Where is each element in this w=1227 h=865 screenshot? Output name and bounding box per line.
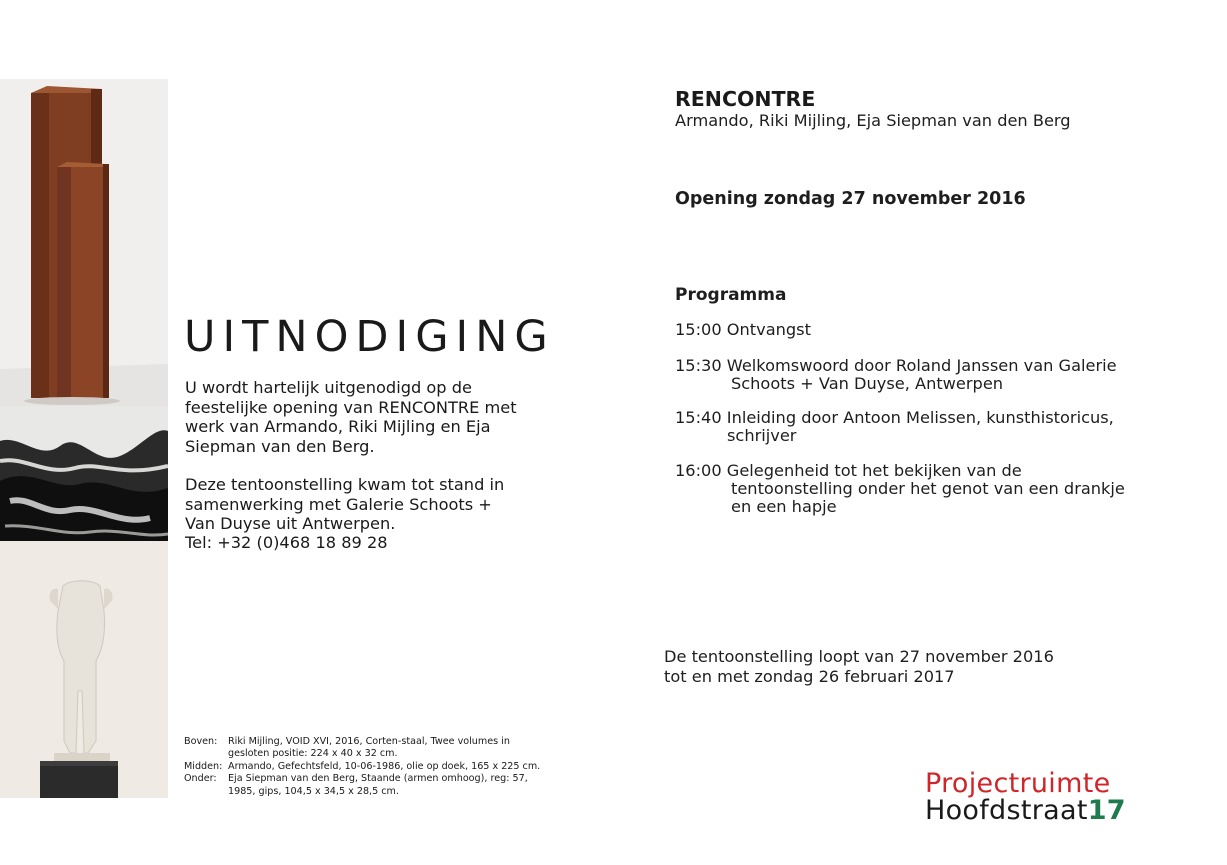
logo-line-address	[925, 797, 1126, 824]
collab-line: Van Duyse uit Antwerpen.	[185, 514, 396, 533]
telephone-number: Tel: +32 (0)468 18 89 28	[185, 533, 388, 552]
program-item	[675, 409, 1114, 445]
logo-street: Hoofdstraat	[925, 795, 1088, 826]
image-credits	[184, 736, 540, 798]
invitation-heading: UITNODIGING	[184, 312, 555, 362]
projectruimte-logo	[925, 770, 1126, 824]
corten-steel-sculpture-image	[0, 79, 168, 406]
logo-line-projectruimte: Projectruimte	[925, 768, 1111, 799]
painting-photo-gefechtsfeld	[0, 406, 168, 541]
program-item-line: 15:40 Inleiding door Antoon Melissen, kunsthistoricus,	[675, 408, 1114, 427]
intro-line: werk van Armando, Riki Mijling en Eja	[185, 417, 491, 436]
intro-line: Siepman van den Berg.	[185, 436, 375, 456]
credit-label: Onder:	[184, 773, 217, 785]
abstract-painting-image	[0, 406, 168, 541]
credit-text: Eja Siepman van den Berg, Staande (armen omhoog), reg: 57,	[228, 773, 528, 785]
credit-text: Riki Mijling, VOID XVI, 2016, Corten-staal, Twee volumes in	[228, 736, 510, 747]
statue-photo-staande	[0, 541, 168, 798]
credit-row-midden	[184, 761, 540, 773]
intro-line: U wordt hartelijk uitgenodigd op de	[185, 378, 472, 397]
program-item-continuation: Schoots + Van Duyse, Antwerpen	[731, 374, 1004, 393]
exhibition-run-dates	[664, 647, 1054, 687]
collab-line: samenwerking met Galerie Schoots +	[185, 494, 492, 514]
logo-number: 17	[1087, 795, 1126, 826]
credit-label: Boven:	[184, 736, 218, 747]
program-item	[675, 357, 1117, 393]
sculpture-photo-corten	[0, 79, 168, 406]
program-heading: Programma	[675, 285, 787, 305]
program-item	[675, 462, 1125, 516]
credit-text: Armando, Gefechtsfeld, 10-06-1986, olie op doek, 165 x 225 cm.	[228, 760, 541, 772]
exhibition-artists: Armando, Riki Mijling, Eja Siepman van den Berg	[675, 111, 1071, 130]
plaster-figure-image	[0, 541, 168, 798]
opening-date: Opening zondag 27 november 2016	[675, 189, 1026, 209]
credit-text: gesloten positie: 224 x 40 x 32 cm.	[228, 748, 398, 760]
program-item-line: 16:00 Gelegenheid tot het bekijken van de	[675, 461, 1022, 480]
collaboration-text	[185, 475, 504, 534]
credit-row-boven	[184, 736, 540, 748]
exhibition-title: RENCONTRE	[675, 87, 816, 111]
program-item-line: 15:30 Welkomswoord door Roland Janssen van Galerie	[675, 356, 1117, 375]
credit-text: 1985, gips, 104,5 x 34,5 x 28,5 cm.	[228, 785, 399, 797]
program-item-continuation: schrijver	[727, 426, 797, 445]
credit-label: Midden:	[184, 760, 223, 772]
program-item-line: 15:00 Ontvangst	[675, 320, 811, 339]
invitation-intro	[185, 378, 517, 456]
credit-row-onder	[184, 773, 540, 785]
intro-line: feestelijke opening van RENCONTRE met	[185, 397, 517, 417]
program-item	[675, 321, 811, 339]
program-item-continuation: en een hapje	[731, 497, 837, 516]
program-item-continuation: tentoonstelling onder het genot van een drankje	[731, 479, 1125, 498]
collab-line: Deze tentoonstelling kwam tot stand in	[185, 475, 505, 494]
run-line: tot en met zondag 26 februari 2017	[664, 667, 955, 686]
run-line: De tentoonstelling loopt van 27 november 2016	[664, 647, 1054, 666]
